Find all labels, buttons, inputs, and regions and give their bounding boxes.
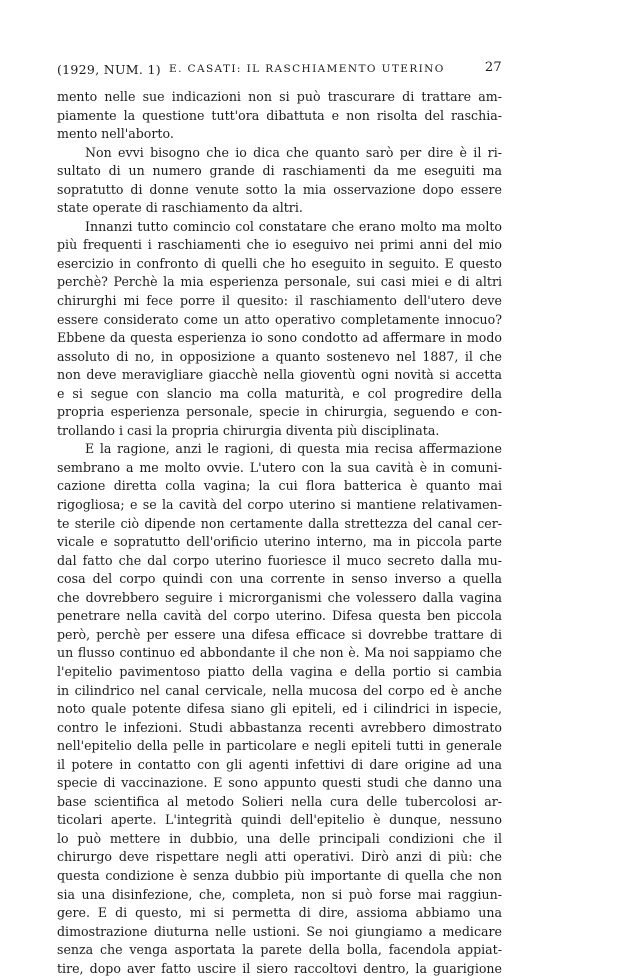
text-line: E la ragione, anzi le ragioni, di questa mia recisa affermazione [85,441,502,457]
text-line: ticolari aperte. L'integrità quindi dell'epitelio è dunque, nessuno [57,812,502,828]
text-line: Non evvi bisogno che io dica che quanto sarò per dire è il ri- [85,144,502,160]
text-line: cosa del corpo quindi con una corrente in senso inverso a quella [57,571,502,587]
text-line: il potere in contatto con gli agenti infettivi di dare origine ad una [57,756,502,772]
text-line: gere. E di questo, mi si permetta di dire, assioma abbiamo una [57,905,502,921]
text-line: piamente la questione tutt'ora dibattuta e non risolta del raschia- [57,107,502,123]
text-line: chirurghi mi fece porre il quesito: il raschiamento dell'utero deve [57,293,502,309]
running-header [57,60,502,80]
text-line: rigogliosa; e se la cavità del corpo uterino si mantiene relativamen- [57,497,502,513]
text-line: vicale e sopratutto dell'orificio uterino interno, ma in piccola parte [57,534,502,550]
text-line: che dovrebbero seguire i microrganismi che volessero dalla vagina [57,589,502,605]
body-text [57,88,502,978]
text-line: non deve meravigliare giacchè nella gioventù ogni novità si accetta [57,367,502,383]
text-line: un flusso continuo ed abbondante il che non è. Ma noi sappiamo che [57,645,502,661]
text-line: senza che venga asportata la parete della bolla, facendola appiat- [57,942,502,958]
text-line: essere considerato come un atto operativo completamente innocuo? [57,311,502,327]
text-line: assoluto di no, in opposizione a quanto sostenevo nel 1887, il che [57,348,502,364]
text-line: base scientifica al metodo Solieri nella cura delle tubercolosi ar- [57,793,502,809]
text-line: l'epitelio pavimentoso piatto della vagina e della portio si cambia [57,663,502,679]
text-line: sultato di un numero grande di raschiamenti da me eseguiti ma [57,163,502,179]
issue-reference: (1929, NUM. 1) [57,62,161,77]
text-line: contro le infezioni. Studi abbastanza recenti avrebbero dimostrato [57,719,502,735]
text-line: dimostrazione diuturna nelle ustioni. Se noi giungiamo a medicare [57,923,502,939]
text-line: nell'epitelio della pelle in particolare e negli epiteli tutti in generale [57,738,502,754]
text-line: Ebbene da questa esperienza io sono condotto ad affermare in modo [57,330,502,346]
text-line: noto quale potente difesa siano gli epiteli, ed i cilindrici in ispecie, [57,701,502,717]
text-line: mento nelle sue indicazioni non si può trascurare di trattare am- [57,89,502,104]
text-line: sopratutto di donne venute sotto la mia osservazione dopo essere [57,181,502,197]
text-line: mento nell'aborto. [57,126,174,142]
text-line: dal fatto che dal corpo uterino fuoriesce il muco secreto dalla mu- [57,552,502,568]
text-line: Innanzi tutto comincio col constatare che erano molto ma molto [85,218,502,234]
text-line: sembrano a me molto ovvie. L'utero con la sua cavità è in comuni- [57,459,502,475]
text-line: cazione diretta colla vagina; la cui flora batterica è quanto mai [57,478,502,494]
text-line: però, perchè per essere una difesa efficace si dovrebbe trattare di [57,626,502,642]
text-line: trollando i casi la propria chirurgia diventa più disciplinata. [57,422,440,438]
text-line: più frequenti i raschiamenti che io eseguivo nei primi anni del mio [57,237,502,253]
text-line: e si segue con slancio ma colla maturità, e col progredire della [57,385,502,401]
text-line: penetrare nella cavità del corpo uterino. Difesa questa ben piccola [57,608,502,624]
text-line: perchè? Perchè la mia esperienza personale, sui casi miei e di altri [57,274,502,290]
page-number: 27 [484,60,502,75]
text-line: state operate di raschiamento da altri. [57,200,303,216]
text-line: specie di vaccinazione. E sono appunto questi studi che danno una [57,775,502,791]
text-line: tire, dopo aver fatto uscire il siero raccoltovi dentro, la guarigione [57,960,502,976]
text-line: propria esperienza personale, specie in chirurgia, seguendo e con- [57,404,502,420]
text-line: esercizio in confronto di quelli che ho eseguito in seguito. E questo [57,255,502,271]
text-line: lo può mettere in dubbio, una delle principali condizioni che il [57,830,502,846]
text-line: te sterile ciò dipende non certamente dalla strettezza del canal cer- [57,515,502,531]
text-line: chirurgo deve rispettare negli atti operativi. Dirò anzi di più: che [57,849,502,865]
text-line: questa condizione è senza dubbio più importante di quella che non [57,867,502,883]
text-line: in cilindrico nel canal cervicale, nella mucosa del corpo ed è anche [57,682,502,698]
running-title: E. CASATI: IL RASCHIAMENTO UTERINO [169,63,445,75]
text-line: sia una disinfezione, che, completa, non si può forse mai raggiun- [57,886,502,902]
